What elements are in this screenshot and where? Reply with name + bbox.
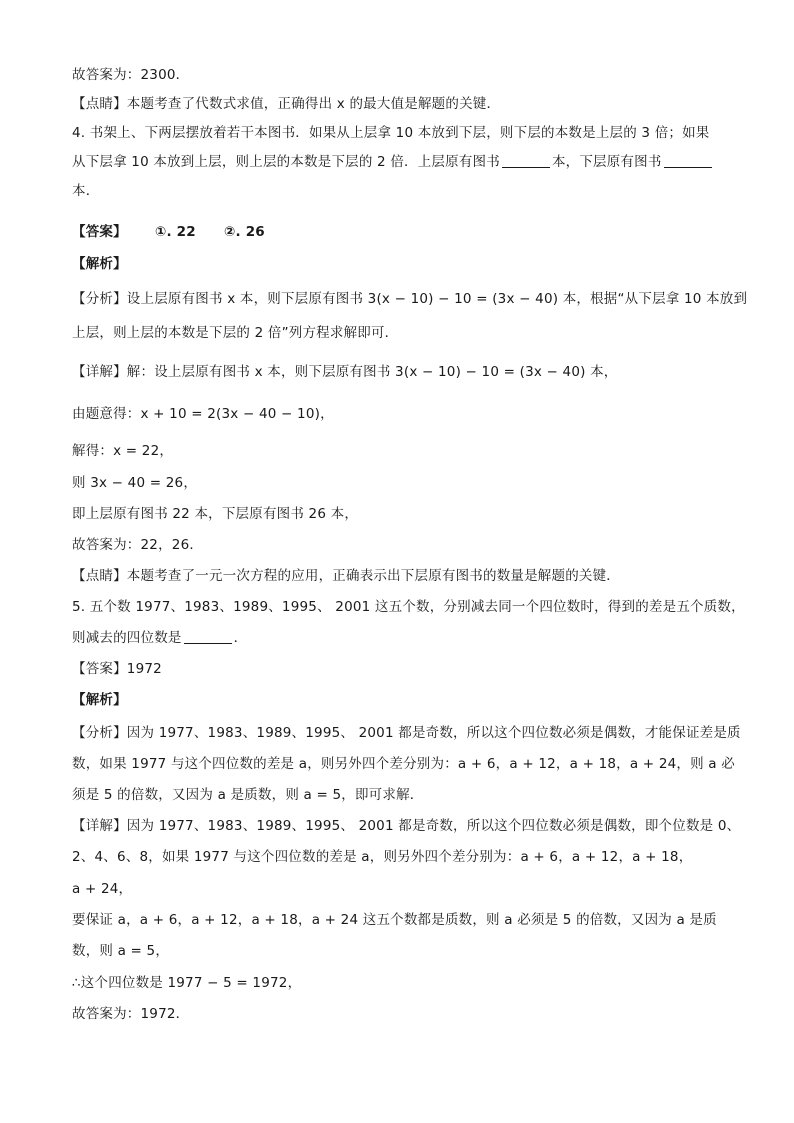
question-5-line-2 (72, 628, 247, 648)
analysis-line-1: 【分析】设上层原有图书 x 本，则下层原有图书 3(x − 10) − 10 = (3x − 40) 本，根据“从下层拿 10 本放到 (72, 291, 748, 307)
detail-conclusion: 即上层原有图书 22 本，下层原有图书 26 本， (72, 506, 359, 522)
answer-label: 【答案】 (72, 224, 127, 240)
answer-blank-2 (664, 153, 712, 168)
answer-line-1972: 故答案为：1972． (72, 1006, 190, 1022)
detail-q5-line-5: 数，则 a = 5， (72, 943, 170, 959)
answer-item-2: ②. 26 (223, 224, 265, 240)
detail-q5-line-3: a + 24， (72, 881, 133, 897)
question-4-line-2 (72, 152, 714, 172)
detail-equation: 由题意得：x + 10 = 2(3x − 40 − 10)， (72, 406, 334, 422)
detail-q5-line-4: 要保证 a，a + 6，a + 12，a + 18，a + 24 这五个数都是质数，则 a 必须是 5 的倍数，又因为 a 是质 (72, 912, 717, 928)
question-5-line-1: 5. 五个数 1977、1983、1989、1995、 2001 这五个数，分别减去同一个四位数时，得到的差是五个质数， (72, 599, 745, 615)
comment-line-q3: 【点睛】本题考查了代数式求值，正确得出 x 的最大值是解题的关键． (72, 96, 501, 112)
analysis-label-q5: 【解析】 (72, 692, 127, 708)
comment-line-q4: 【点睛】本题考查了一元一次方程的应用，正确表示出下层原有图书的数量是解题的关键． (72, 568, 620, 584)
answer-item-1: ①. 22 (154, 224, 196, 240)
question-4-text-a: 从下层拿 10 本放到上层，则上层的本数是下层的 2 倍．上层原有图书 (72, 154, 500, 170)
detail-q5-line-1: 【详解】因为 1977、1983、1989、1995、 2001 都是奇数，所以这个四位数必须是偶数，即个位数是 0、 (72, 818, 741, 834)
question-4-text-b: 本，下层原有图书 (551, 154, 662, 170)
detail-result: 则 3x − 40 = 26， (72, 475, 198, 491)
answer-line-q5: 【答案】1972 (72, 661, 162, 677)
analysis-label-q4: 【解析】 (72, 256, 127, 272)
detail-q5-line-2: 2、4、6、8，如果 1977 与这个四位数的差是 a，则另外四个差分别为：a + 6，a + 12，a + 18， (72, 849, 693, 865)
answer-line-22-26: 故答案为：22，26． (72, 537, 204, 553)
question-5-period: ． (233, 630, 248, 646)
analysis-q5-line-2: 数，如果 1977 与这个四位数的差是 a，则另外四个差分别为：a + 6，a + 12，a + 18，a + 24，则 a 必 (72, 756, 735, 772)
detail-line-1: 【详解】解：设上层原有图书 x 本，则下层原有图书 3(x − 10) − 10 = (3x − 40) 本， (72, 364, 618, 380)
answer-line-2300: 故答案为：2300． (72, 67, 190, 83)
question-4-line-1: 4. 书架上、下两层摆放着若干本图书．如果从上层拿 10 本放到下层，则下层的本数是上层的 3 倍；如果 (72, 125, 710, 141)
question-4-line-3: 本． (72, 183, 100, 199)
answer-line-q4 (72, 222, 265, 242)
question-5-text: 则减去的四位数是 (72, 630, 182, 646)
analysis-q5-line-1: 【分析】因为 1977、1983、1989、1995、 2001 都是奇数，所以这个四位数必须是偶数，才能保证差是质 (72, 725, 741, 741)
answer-blank-3 (184, 629, 232, 644)
detail-q5-line-6: ∴这个四位数是 1977 − 5 = 1972， (72, 975, 302, 991)
analysis-q5-line-3: 须是 5 的倍数，又因为 a 是质数，则 a = 5，即可求解． (72, 787, 424, 803)
answer-blank-1 (502, 153, 550, 168)
detail-solution: 解得：x = 22， (72, 443, 174, 459)
analysis-line-2: 上层，则上层的本数是下层的 2 倍”列方程求解即可． (72, 325, 399, 341)
